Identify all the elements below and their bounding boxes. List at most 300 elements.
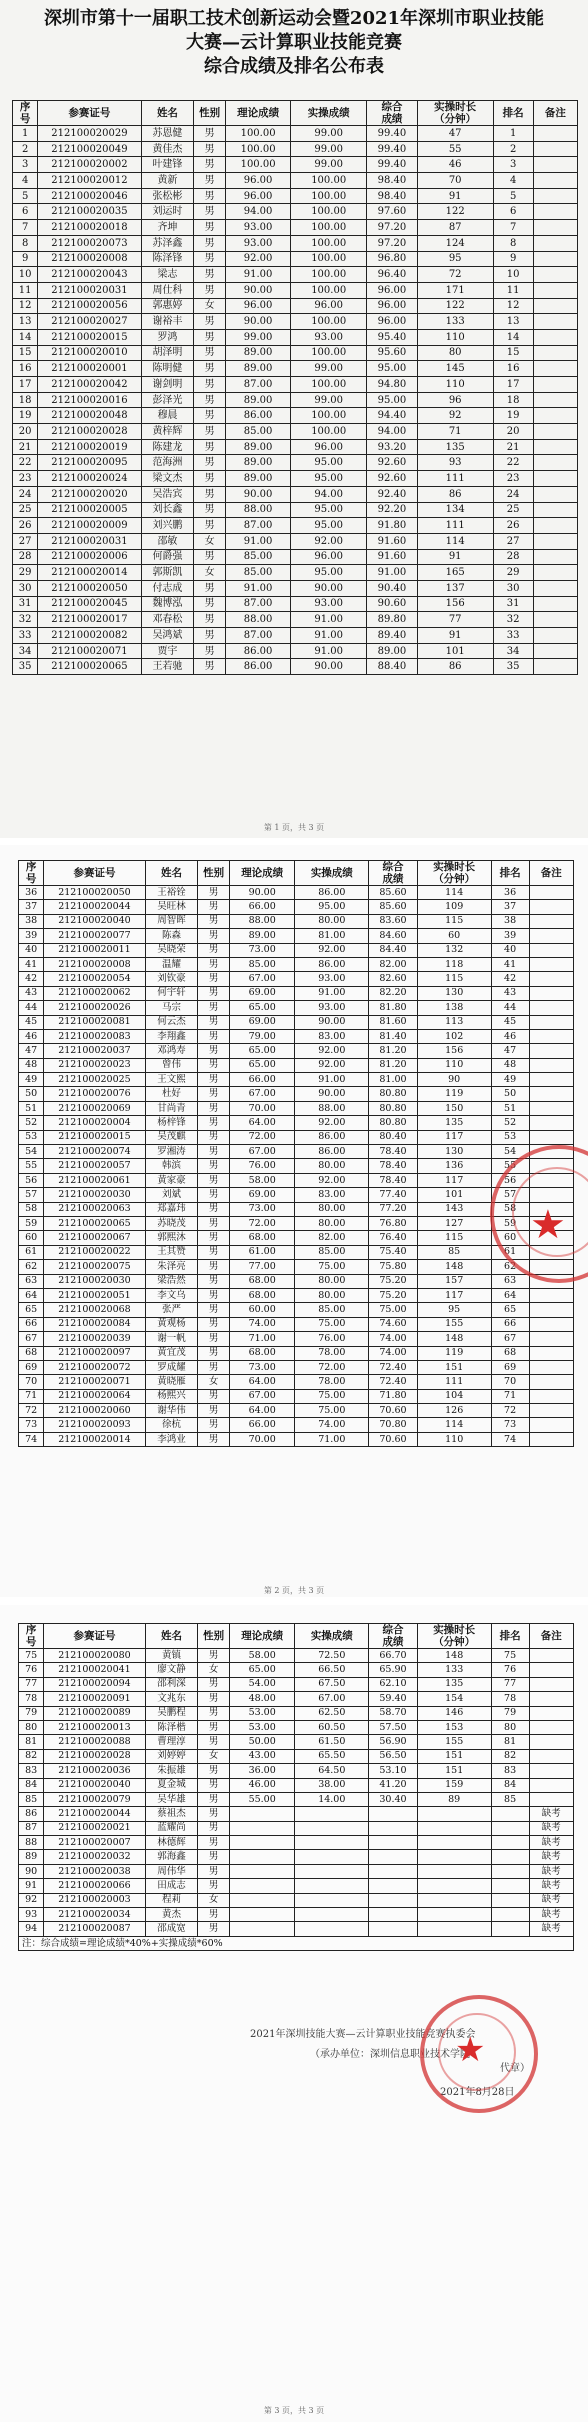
cell-practical <box>295 1893 369 1907</box>
cell-exam-id: 212100020051 <box>44 1288 145 1302</box>
cell-duration: 91 <box>417 549 493 565</box>
cell-name: 周仕科 <box>141 282 194 298</box>
cell-remark <box>529 886 573 900</box>
cell-total: 75.20 <box>369 1274 418 1288</box>
cell-total: 91.00 <box>367 565 418 581</box>
cell-rank: 19 <box>493 408 533 424</box>
cell-exam-id: 212100020079 <box>44 1792 145 1806</box>
cell-total: 92.40 <box>367 486 418 502</box>
cell-no: 88 <box>19 1836 44 1850</box>
cell-practical <box>295 1879 369 1893</box>
table-row <box>13 518 578 534</box>
cell-practical: 71.00 <box>295 1432 369 1446</box>
cell-gender: 男 <box>198 1015 230 1029</box>
cell-total: 76.40 <box>369 1231 418 1245</box>
cell-practical: 93.00 <box>295 972 369 986</box>
cell-total <box>369 1922 418 1936</box>
cell-total: 96.00 <box>367 298 418 314</box>
cell-no: 65 <box>19 1303 44 1317</box>
cell-remark <box>529 1058 573 1072</box>
cell-total: 92.60 <box>367 455 418 471</box>
cell-theory: 68.00 <box>229 1346 294 1360</box>
cell-total: 99.40 <box>367 157 418 173</box>
cell-name: 吴鸿斌 <box>141 628 194 644</box>
cell-exam-id: 212100020029 <box>38 126 141 142</box>
cell-duration: 136 <box>417 1159 491 1173</box>
cell-name: 胡泽明 <box>141 345 194 361</box>
cell-gender: 男 <box>194 612 226 628</box>
cell-exam-id: 212100020062 <box>44 986 145 1000</box>
table-row <box>19 1260 574 1274</box>
cell-no: 4 <box>13 173 38 189</box>
cell-duration: 86 <box>417 486 493 502</box>
cell-rank: 73 <box>491 1418 529 1432</box>
page-2 <box>0 845 588 1597</box>
cell-no: 59 <box>19 1216 44 1230</box>
cell-practical <box>295 1864 369 1878</box>
cell-exam-id: 212100020057 <box>44 1159 145 1173</box>
cell-remark <box>529 1029 573 1043</box>
cell-name: 刘婷婷 <box>145 1749 198 1763</box>
cell-gender: 男 <box>198 1836 230 1850</box>
cell-rank: 81 <box>491 1735 529 1749</box>
cell-duration: 102 <box>417 1029 491 1043</box>
cell-rank: 10 <box>493 267 533 283</box>
cell-gender: 男 <box>198 1159 230 1173</box>
table-row <box>13 659 578 675</box>
cell-remark <box>533 439 577 455</box>
cell-practical: 85.00 <box>295 1245 369 1259</box>
cell-name: 谢华伟 <box>145 1404 198 1418</box>
cell-theory: 94.00 <box>225 204 290 220</box>
cell-gender: 男 <box>198 1864 230 1878</box>
cell-total: 98.40 <box>367 188 418 204</box>
cell-rank: 26 <box>493 518 533 534</box>
cell-total: 78.40 <box>369 1145 418 1159</box>
cell-theory: 86.00 <box>225 659 290 675</box>
table-row <box>13 471 578 487</box>
cell-name: 张严 <box>145 1303 198 1317</box>
cell-practical: 100.00 <box>291 235 367 251</box>
cell-exam-id: 212100020089 <box>44 1706 145 1720</box>
cell-exam-id: 212100020028 <box>44 1749 145 1763</box>
cell-name: 梁志 <box>141 267 194 283</box>
cell-remark <box>533 612 577 628</box>
cell-total: 94.80 <box>367 377 418 393</box>
cell-duration: 132 <box>417 943 491 957</box>
cell-theory: 89.00 <box>225 439 290 455</box>
cell-rank: 18 <box>493 392 533 408</box>
cell-remark <box>529 1015 573 1029</box>
cell-rank: 78 <box>491 1692 529 1706</box>
cell-no: 3 <box>13 157 38 173</box>
cell-total: 98.40 <box>367 173 418 189</box>
cell-exam-id: 212100020005 <box>38 502 141 518</box>
cell-total: 78.40 <box>369 1173 418 1187</box>
cell-duration <box>417 1879 491 1893</box>
table-row <box>13 643 578 659</box>
cell-name: 苏泽鑫 <box>141 235 194 251</box>
cell-practical: 92.00 <box>295 943 369 957</box>
host-unit-suffix: 代章） <box>500 2063 530 2074</box>
cell-total: 81.20 <box>369 1058 418 1072</box>
cell-exam-id: 212100020037 <box>44 1044 145 1058</box>
cell-no: 38 <box>19 914 44 928</box>
cell-theory: 36.00 <box>229 1764 294 1778</box>
cell-rank: 25 <box>493 502 533 518</box>
cell-total: 92.60 <box>367 471 418 487</box>
table-row <box>19 972 574 986</box>
cell-gender: 男 <box>198 1432 230 1446</box>
cell-rank: 31 <box>493 596 533 612</box>
cell-rank: 34 <box>493 643 533 659</box>
cell-exam-id: 212100020043 <box>38 267 141 283</box>
cell-duration <box>417 1807 491 1821</box>
cell-name: 黄晓雁 <box>145 1375 198 1389</box>
cell-name: 罗成耀 <box>145 1360 198 1374</box>
cell-theory: 65.00 <box>229 1044 294 1058</box>
cell-practical: 72.00 <box>295 1360 369 1374</box>
cell-exam-id: 212100020046 <box>38 188 141 204</box>
cell-exam-id: 212100020071 <box>38 643 141 659</box>
cell-exam-id: 212100020009 <box>38 518 141 534</box>
cell-practical: 100.00 <box>291 220 367 236</box>
table-row <box>13 141 578 157</box>
cell-rank: 85 <box>491 1792 529 1806</box>
cell-practical: 80.00 <box>295 1274 369 1288</box>
cell-rank: 46 <box>491 1029 529 1043</box>
cell-total: 85.60 <box>369 900 418 914</box>
cell-no: 90 <box>19 1864 44 1878</box>
cell-total: 90.40 <box>367 580 418 596</box>
cell-theory: 69.00 <box>229 1188 294 1202</box>
cell-remark <box>533 518 577 534</box>
cell-exam-id: 212100020073 <box>38 235 141 251</box>
cell-name: 吴晓荣 <box>145 943 198 957</box>
cell-rank: 41 <box>491 957 529 971</box>
cell-name: 黄新 <box>141 173 194 189</box>
cell-theory: 53.00 <box>229 1720 294 1734</box>
cell-remark <box>529 1346 573 1360</box>
cell-gender: 男 <box>198 1145 230 1159</box>
cell-total: 56.50 <box>369 1749 418 1763</box>
cell-remark <box>529 1332 573 1346</box>
cell-duration: 115 <box>417 914 491 928</box>
cell-duration <box>417 1893 491 1907</box>
cell-gender: 男 <box>198 1879 230 1893</box>
cell-practical: 88.00 <box>295 1101 369 1115</box>
header-exam-id: 参赛证号 <box>38 101 141 126</box>
cell-no: 71 <box>19 1389 44 1403</box>
cell-exam-id: 212100020082 <box>38 628 141 644</box>
cell-theory: 89.00 <box>225 455 290 471</box>
header-exam-id: 参赛证号 <box>44 1624 145 1649</box>
cell-theory <box>229 1922 294 1936</box>
cell-duration <box>417 1922 491 1936</box>
cell-practical: 61.50 <box>295 1735 369 1749</box>
cell-name: 黄佳杰 <box>141 141 194 157</box>
cell-total: 65.90 <box>369 1663 418 1677</box>
cell-theory: 88.00 <box>225 502 290 518</box>
header-remark: 备注 <box>533 101 577 126</box>
cell-remark <box>529 1001 573 1015</box>
cell-gender: 男 <box>198 1188 230 1202</box>
cell-name: 黄梓辉 <box>141 424 194 440</box>
cell-remark <box>533 596 577 612</box>
cell-total: 97.20 <box>367 235 418 251</box>
header-theory: 理论成绩 <box>229 861 294 886</box>
cell-gender: 男 <box>194 314 226 330</box>
cell-total: 96.00 <box>367 282 418 298</box>
cell-name: 田成志 <box>145 1879 198 1893</box>
table-row <box>19 1764 574 1778</box>
cell-exam-id: 212100020013 <box>44 1720 145 1734</box>
cell-theory <box>229 1850 294 1864</box>
cell-practical: 99.00 <box>291 126 367 142</box>
cell-duration: 153 <box>417 1720 491 1734</box>
cell-exam-id: 212100020071 <box>44 1375 145 1389</box>
cell-duration: 134 <box>417 502 493 518</box>
cell-theory: 60.00 <box>229 1303 294 1317</box>
table-row <box>19 1087 574 1101</box>
cell-no: 69 <box>19 1360 44 1374</box>
cell-name: 王若驰 <box>141 659 194 675</box>
cell-rank: 45 <box>491 1015 529 1029</box>
cell-rank <box>491 1836 529 1850</box>
cell-rank: 39 <box>491 929 529 943</box>
cell-no: 48 <box>19 1058 44 1072</box>
cell-exam-id: 212100020006 <box>38 549 141 565</box>
table-row <box>13 235 578 251</box>
cell-practical: 90.00 <box>291 580 367 596</box>
cell-gender: 男 <box>198 1404 230 1418</box>
cell-no: 10 <box>13 267 38 283</box>
cell-name: 刘运时 <box>141 204 194 220</box>
cell-duration: 143 <box>417 1202 491 1216</box>
cell-exam-id: 212100020002 <box>38 157 141 173</box>
cell-theory: 68.00 <box>229 1231 294 1245</box>
cell-rank: 17 <box>493 377 533 393</box>
cell-gender: 男 <box>194 329 226 345</box>
cell-name: 彭泽光 <box>141 392 194 408</box>
cell-exam-id: 212100020074 <box>44 1145 145 1159</box>
cell-exam-id: 212100020048 <box>38 408 141 424</box>
cell-no: 8 <box>13 235 38 251</box>
cell-remark <box>529 929 573 943</box>
cell-exam-id: 212100020041 <box>44 1663 145 1677</box>
cell-name: 郑嘉玮 <box>145 1202 198 1216</box>
cell-name: 陈建龙 <box>141 439 194 455</box>
cell-name: 刘长鑫 <box>141 502 194 518</box>
cell-name: 朱振雄 <box>145 1764 198 1778</box>
cell-rank: 6 <box>493 204 533 220</box>
cell-exam-id: 212100020075 <box>44 1260 145 1274</box>
cell-remark: 缺考 <box>529 1893 573 1907</box>
cell-theory: 66.00 <box>229 900 294 914</box>
cell-name: 陈泽锋 <box>141 251 194 267</box>
cell-gender: 男 <box>194 220 226 236</box>
cell-no: 43 <box>19 986 44 1000</box>
cell-exam-id: 212100020064 <box>44 1389 145 1403</box>
cell-rank: 68 <box>491 1346 529 1360</box>
cell-theory <box>229 1836 294 1850</box>
cell-name: 邵成宽 <box>145 1922 198 1936</box>
cell-exam-id: 212100020054 <box>44 972 145 986</box>
cell-no: 5 <box>13 188 38 204</box>
cell-exam-id: 212100020030 <box>44 1274 145 1288</box>
cell-theory: 87.00 <box>225 628 290 644</box>
cell-exam-id: 212100020025 <box>44 1073 145 1087</box>
cell-duration: 110 <box>417 1432 491 1446</box>
cell-practical: 100.00 <box>291 345 367 361</box>
cell-remark <box>529 1418 573 1432</box>
cell-total: 82.60 <box>369 972 418 986</box>
cell-practical: 90.00 <box>291 659 367 675</box>
cell-remark <box>533 377 577 393</box>
cell-no: 28 <box>13 549 38 565</box>
cell-remark <box>529 1130 573 1144</box>
cell-theory: 67.00 <box>229 1145 294 1159</box>
table-row <box>19 1116 574 1130</box>
cell-rank: 58 <box>491 1202 529 1216</box>
cell-theory: 66.00 <box>229 1418 294 1432</box>
cell-exam-id: 212100020015 <box>44 1130 145 1144</box>
cell-total: 96.00 <box>367 314 418 330</box>
table-row <box>19 1821 574 1835</box>
cell-theory: 96.00 <box>225 173 290 189</box>
cell-remark <box>529 957 573 971</box>
cell-gender: 男 <box>198 1130 230 1144</box>
table-row <box>19 1159 574 1173</box>
cell-remark <box>533 126 577 142</box>
cell-total: 75.20 <box>369 1288 418 1302</box>
cell-name: 罗鸿 <box>141 329 194 345</box>
cell-duration: 92 <box>417 408 493 424</box>
cell-remark <box>529 1360 573 1374</box>
cell-total: 81.00 <box>369 1073 418 1087</box>
cell-duration: 110 <box>417 329 493 345</box>
page-number: 第 3 页，共 3 页 <box>263 2406 325 2415</box>
table-row <box>19 1749 574 1763</box>
table-row <box>19 1332 574 1346</box>
cell-remark <box>529 1792 573 1806</box>
cell-rank: 83 <box>491 1764 529 1778</box>
page-number: 第 2 页，共 3 页 <box>263 1586 325 1595</box>
cell-total: 77.40 <box>369 1188 418 1202</box>
cell-duration: 119 <box>417 1087 491 1101</box>
cell-practical: 90.00 <box>295 1015 369 1029</box>
cell-gender: 男 <box>198 957 230 971</box>
cell-rank: 32 <box>493 612 533 628</box>
table-row <box>19 1317 574 1331</box>
table-row <box>19 900 574 914</box>
cell-name: 杨熙兴 <box>145 1389 198 1403</box>
cell-rank: 1 <box>493 126 533 142</box>
table-row <box>13 502 578 518</box>
cell-total: 83.60 <box>369 914 418 928</box>
cell-duration <box>417 1850 491 1864</box>
table-row <box>19 1188 574 1202</box>
cell-duration: 137 <box>417 580 493 596</box>
cell-rank: 37 <box>491 900 529 914</box>
cell-total: 91.60 <box>367 533 418 549</box>
table-row <box>19 1922 574 1936</box>
cell-no: 51 <box>19 1101 44 1115</box>
cell-remark <box>533 282 577 298</box>
cell-duration: 135 <box>417 1677 491 1691</box>
cell-gender: 男 <box>198 1001 230 1015</box>
cell-duration: 89 <box>417 1792 491 1806</box>
cell-total <box>369 1850 418 1864</box>
cell-theory: 85.00 <box>225 565 290 581</box>
cell-exam-id: 212100020017 <box>38 612 141 628</box>
cell-duration: 95 <box>417 1303 491 1317</box>
cell-total: 97.20 <box>367 220 418 236</box>
cell-exam-id: 212100020093 <box>44 1418 145 1432</box>
cell-gender: 男 <box>198 1073 230 1087</box>
cell-theory <box>229 1821 294 1835</box>
cell-no: 42 <box>19 972 44 986</box>
cell-exam-id: 212100020038 <box>44 1864 145 1878</box>
cell-gender: 男 <box>194 455 226 471</box>
cell-theory: 92.00 <box>225 251 290 267</box>
cell-no: 56 <box>19 1173 44 1187</box>
cell-theory: 68.00 <box>229 1288 294 1302</box>
table-row <box>13 220 578 236</box>
cell-duration: 91 <box>417 628 493 644</box>
cell-theory: 67.00 <box>229 1389 294 1403</box>
cell-duration: 155 <box>417 1317 491 1331</box>
cell-name: 林德辉 <box>145 1836 198 1850</box>
cell-duration: 145 <box>417 361 493 377</box>
table-row <box>19 1375 574 1389</box>
cell-no: 87 <box>19 1821 44 1835</box>
cell-gender: 男 <box>194 345 226 361</box>
cell-no: 52 <box>19 1116 44 1130</box>
cell-remark <box>529 1720 573 1734</box>
cell-no: 29 <box>13 565 38 581</box>
cell-remark <box>533 329 577 345</box>
results-table-page-1 <box>12 100 578 675</box>
cell-theory: 73.00 <box>229 943 294 957</box>
cell-exam-id: 212100020001 <box>38 361 141 377</box>
cell-practical: 80.00 <box>295 1288 369 1302</box>
cell-name: 罗湘涛 <box>145 1145 198 1159</box>
cell-remark <box>529 1101 573 1115</box>
cell-no: 37 <box>19 900 44 914</box>
cell-duration: 72 <box>417 267 493 283</box>
table-row <box>13 628 578 644</box>
cell-no: 93 <box>19 1908 44 1922</box>
cell-no: 94 <box>19 1922 44 1936</box>
header-practical: 实操成绩 <box>295 861 369 886</box>
cell-theory: 70.00 <box>229 1432 294 1446</box>
cell-gender: 男 <box>194 643 226 659</box>
cell-rank: 54 <box>491 1145 529 1159</box>
cell-duration: 151 <box>417 1764 491 1778</box>
cell-gender: 男 <box>198 1922 230 1936</box>
cell-duration: 47 <box>417 126 493 142</box>
table-row <box>13 314 578 330</box>
cell-no: 17 <box>13 377 38 393</box>
table-row <box>19 1908 574 1922</box>
cell-total: 77.20 <box>369 1202 418 1216</box>
cell-practical: 72.50 <box>295 1649 369 1663</box>
cell-no: 36 <box>19 886 44 900</box>
table-row <box>13 439 578 455</box>
cell-name: 马宗 <box>145 1001 198 1015</box>
cell-remark <box>529 1044 573 1058</box>
